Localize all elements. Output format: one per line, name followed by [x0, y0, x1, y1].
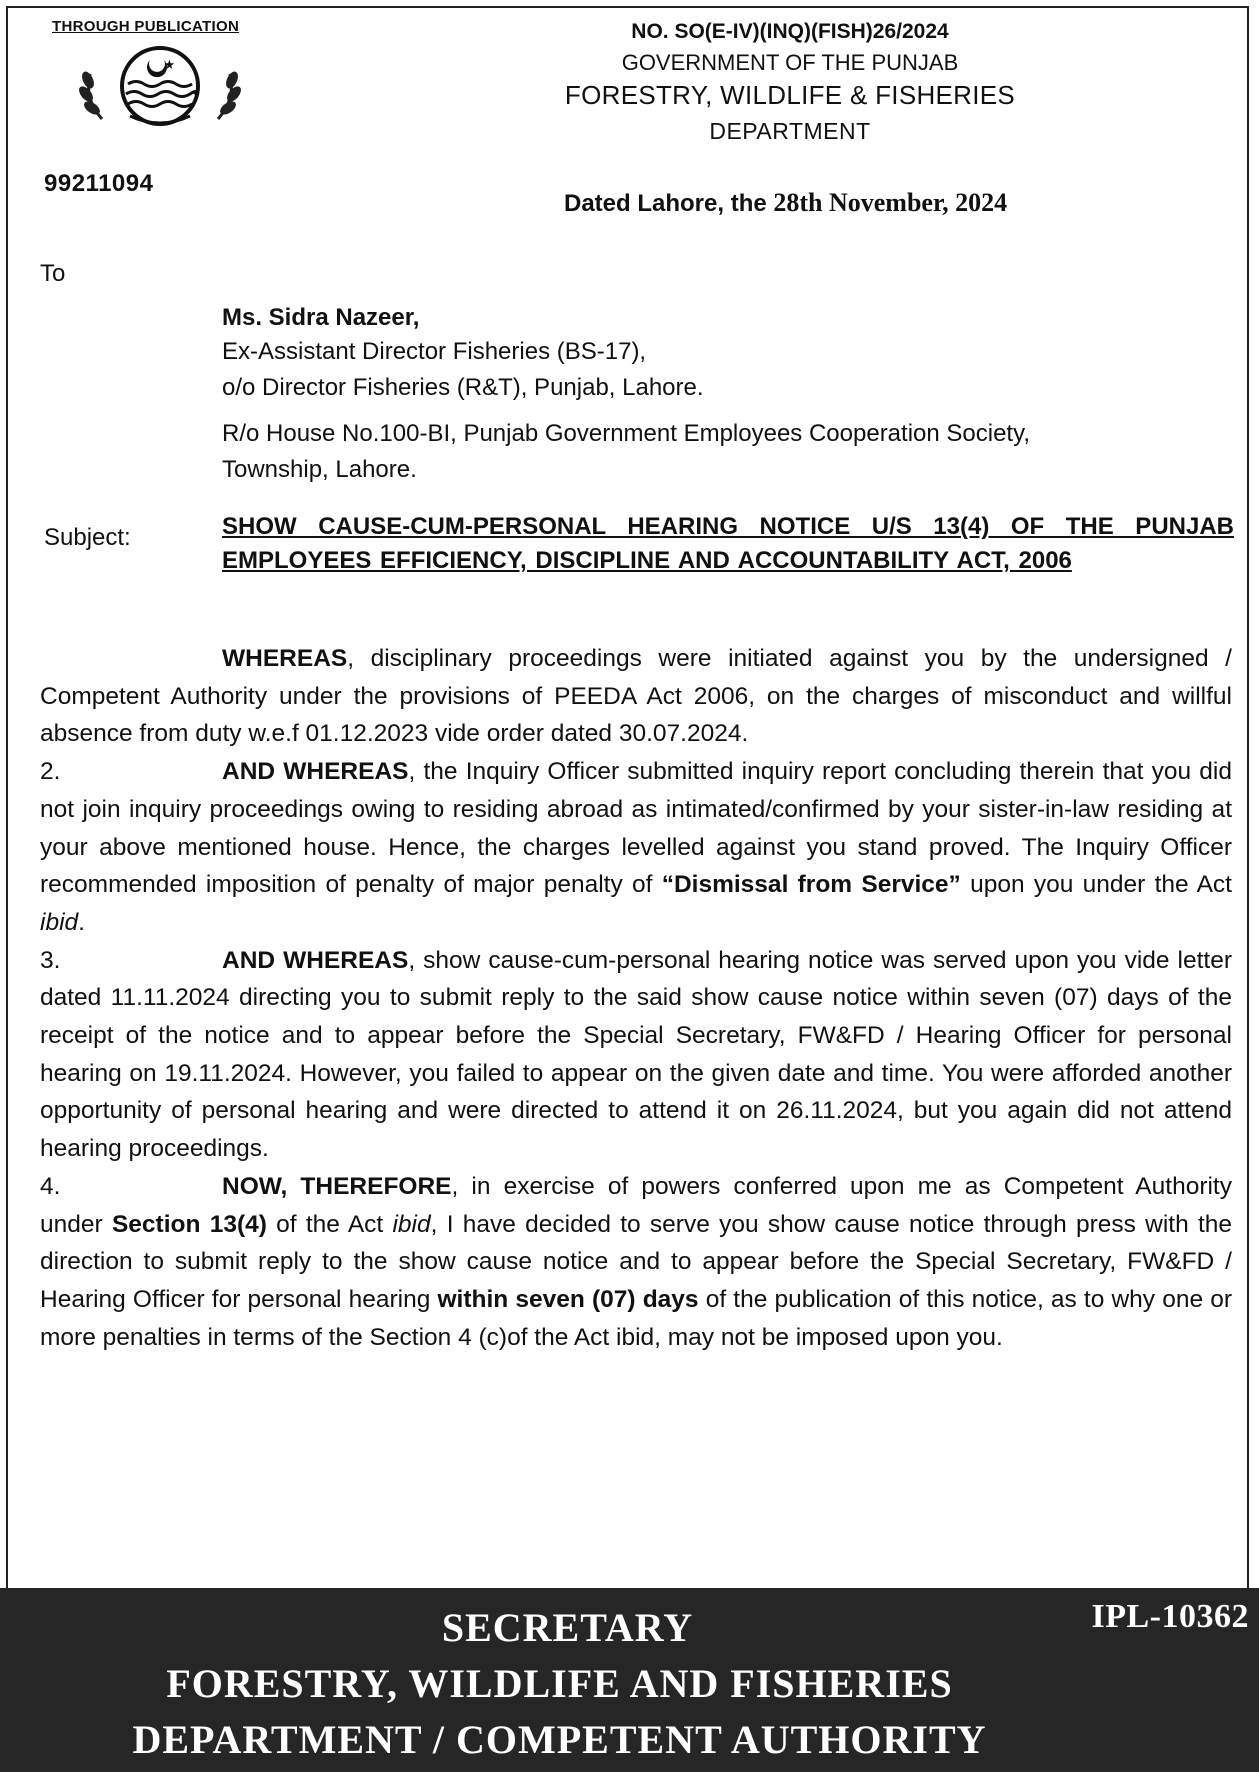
- footer-banner: [0, 1588, 1259, 1772]
- department-title: FORESTRY, WILDLIFE & FISHERIES: [564, 80, 1016, 110]
- government-title: GOVERNMENT OF THE PUNJAB: [621, 50, 959, 75]
- to-label: To: [40, 260, 66, 287]
- p4-italic: ibid: [392, 1210, 431, 1238]
- p2-bold2: “Dismissal from Service”: [661, 871, 961, 899]
- p1-bold: WHEREAS: [222, 645, 348, 672]
- subject-label: Subject:: [44, 524, 131, 551]
- p2-text-a: , the Inquiry Officer submitted inquiry report concluding therein that you did not join inquiry proceedings owing to residing abroad as intimated/confirmed by your sister-in-law residing at your above mentioned house. Hence, the charges levelled against you stand proved. The Inquiry Officer recommended imposition of penalty of major penalty of: [40, 758, 1232, 899]
- ipl-code: IPL-10362: [1091, 1598, 1249, 1635]
- p2-text-b: upon you under the Act: [960, 871, 1232, 899]
- p4-text-c: , I have decided to serve you show cause notice through press with the direction to submit reply to the show cause notice and to appear before the Special Secretary, FW&FD / Hearing Officer for personal hearing: [40, 1210, 1233, 1313]
- p4-text-a: , in exercise of powers conferred upon me as Competent Authority under: [40, 1172, 1232, 1238]
- addressee-line1: Ex-Assistant Director Fisheries (BS-17),: [222, 338, 647, 365]
- footer-line3: DEPARTMENT / COMPETENT AUTHORITY: [132, 1717, 987, 1762]
- date-prefix: Dated Lahore, the: [564, 190, 767, 217]
- p3-number: 3.: [40, 946, 61, 974]
- p4-bold2: Section 13(4): [111, 1210, 267, 1238]
- p3-bold: AND WHEREAS: [222, 946, 409, 974]
- p4-text-d: of the publication of this notice, as to why one or more penalties in terms of the Section 4 (c)of the Act ibid, may not be imposed upon you.: [40, 1285, 1232, 1351]
- footer-line2: FORESTRY, WILDLIFE AND FISHERIES: [166, 1661, 953, 1706]
- date-line: [564, 188, 1007, 218]
- notice-number: NO. SO(E-IV)(INQ)(FISH)26/2024: [631, 20, 949, 43]
- through-publication-label: THROUGH PUBLICATION: [52, 18, 240, 35]
- paragraph-3: [40, 942, 1232, 1168]
- svg-text:• • •: • • •: [155, 122, 165, 128]
- subject-text: SHOW CAUSE-CUM-PERSONAL HEARING NOTICE U/S 13(4) OF THE PUNJAB EMPLOYEES EFFICIENCY, DISCIPLINE AND ACCOUNTABILITY ACT, 2006: [222, 513, 1234, 574]
- p2-bold: AND WHEREAS: [222, 758, 409, 786]
- p2-number: 2.: [40, 758, 61, 786]
- paragraph-2: [40, 753, 1232, 942]
- addressee-line2: o/o Director Fisheries (R&T), Punjab, Lahore.: [222, 374, 704, 401]
- addressee-line4: Township, Lahore.: [222, 456, 417, 483]
- p4-bold3: within seven (07) days: [437, 1285, 699, 1313]
- addressee-line3: R/o House No.100-BI, Punjab Government Employees Cooperation Society,: [222, 420, 1030, 447]
- p1-text: , disciplinary proceedings were initiated against you by the undersigned / Competent Authority under the provisions of PEEDA Act 2006, on the charges of misconduct and willful absence from duty w.e.f 01.12.2023 vide order dated 30.07.2024.: [40, 645, 1232, 748]
- p3-text: , show cause-cum-personal hearing notice was served upon you vide letter dated 11.11.2024 directing you to submit reply to the said show cause notice within seven (07) days of the receipt of the notice and to appear before the Special Secretary, FW&FD / Hearing Officer for personal hearing on 19.11.2024. However, you failed to appear on the given date and time. You were afforded another opportunity of personal hearing and were directed to attend it on 26.11.2024, but you again did not attend hearing proceedings.: [40, 946, 1232, 1163]
- reference-number: 99211094: [44, 170, 154, 197]
- p4-number: 4.: [40, 1172, 61, 1200]
- paragraph-1: [40, 640, 1232, 753]
- notice-body: [40, 640, 1232, 1356]
- paragraph-4: [40, 1168, 1232, 1357]
- punjab-government-emblem: [62, 44, 258, 134]
- date-value: 28th November, 2024: [773, 188, 1008, 217]
- p4-bold: NOW, THEREFORE: [222, 1172, 452, 1200]
- p2-text-c: .: [78, 908, 85, 936]
- p2-italic: ibid: [40, 908, 79, 936]
- addressee-name: Ms. Sidra Nazeer,: [222, 304, 420, 331]
- p4-text-b: of the Act: [266, 1210, 393, 1238]
- footer-line1: SECRETARY: [441, 1605, 694, 1650]
- department-title-line2: DEPARTMENT: [709, 118, 871, 144]
